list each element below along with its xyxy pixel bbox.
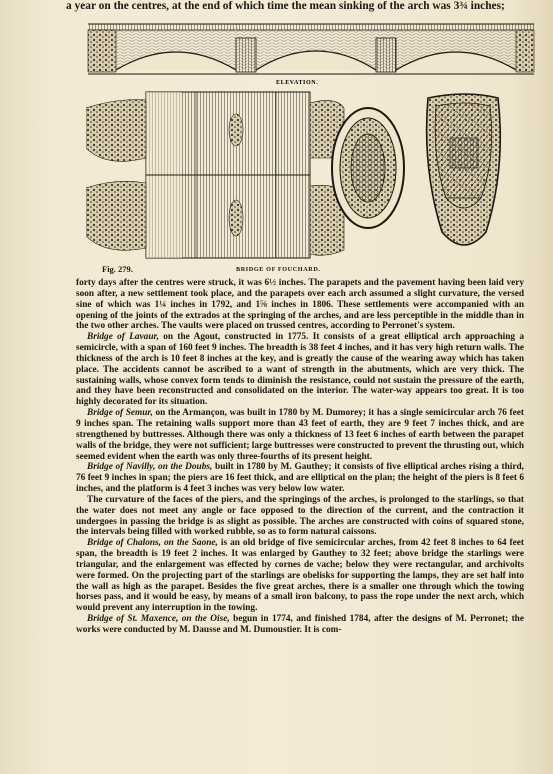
paragraph-1-text: forty days after the centres were struck, it was 6½ inches. The parapets and the pavement having been laid very soon after, a new settlement took place, and the parapets over each arch assumed a slight curvature, the versed sine of which was 1¼ inches in 1792, and 1⅝ inches in 1806. These settlements were accompanied with an opening of the joints of the extrados at the springing of the arches, and are less perceptible in the middle than in the two other arches. The vaults were placed on trussed centres, according to Perronet's system. (76, 278, 524, 332)
paragraph-7 (76, 614, 524, 636)
paragraph-3 (76, 408, 524, 462)
paragraph-1 (76, 278, 524, 332)
top-line: a year on the centres, at the end of which time the mean sinking of the arch was 3¾ inches; (66, 0, 505, 12)
plan-drawing (86, 92, 344, 258)
paragraph-3-text: on the Armançon, was built in 1780 by M. Dumorey; it has a single semicircular arch 76 feet 9 inches span. The retaining walls support more than 43 feet of earth, they are 9 feet 7 inches thick, and are strengthened by buttresses. Although there was only a thickness of 13 feet 6 inches of earth between the parapet walls of the bridge, they were not sufficient; large buttresses were constructed to prevent the thrusting out, which seemed evident when the earth was only three-fourths of its present height. (76, 408, 524, 462)
paragraph-4-text: built in 1780 by M. Gauthey; it consists of five elliptical arches rising a third, 76 feet 9 inches in span; the piers are 16 feet thick, and are elliptical on the plan; the height of the piers is 8 feet 6 inches, and the platform is 4 feet 3 inches was very below low water. (76, 462, 525, 495)
paragraph-6-text: is an old bridge of five semicircular arches, from 42 feet 8 inches to 64 feet span, the breadth is 19 feet 2 inches. It was enlarged by Gauthey to 32 feet; above bridge the starlings were triangular, and the enlargement was effected by cornes de vache; below they were rectangular, and archivolts were formed. On the projecting part of the starlings are obelisks for supporting the lamps, they are set half into the wall as high as the parapet. Besides the five great arches, there is a smaller one through which the towing horses pass, and it would be easy, by means of a small iron balcony, to pass the rope under the next arch, which would prevent any interruption in the towing. (76, 538, 524, 614)
pier-plan-drawing (427, 94, 501, 245)
paragraph-5 (76, 495, 524, 538)
figure-plate (86, 18, 546, 278)
paragraph-6 (76, 538, 524, 614)
paragraph-3-lead: Bridge of Semur, (87, 408, 153, 419)
paragraph-2-text: on the Agout, constructed in 1775. It consists of a great elliptical arch approaching a semicircle, with a span of 160 feet 9 inches. The breadth is 38 feet 4 inches, and it has very high return walls. The thickness of the arch is 10 feet 8 inches at the key, and is greatly the cause of the wearing away which has taken place. The accidents cannot be ascribed to a want of strength in the abutments, which are very thick. The sustaining walls, whose convex form tends to diminish the resistance, could not sustain the pressure of the earth, and they have been reconstructed and consolidated on the interior. The water-way appears too great. It is too highly decorated for its situation. (76, 332, 524, 408)
body-text (76, 278, 524, 636)
paragraph-4 (76, 462, 524, 495)
paragraph-4-lead: Bridge of Navilly, on the Doubs, (87, 462, 213, 473)
paragraph-2 (76, 332, 524, 408)
elevation-label: ELEVATION. (276, 80, 319, 86)
paragraph-7-text: begun in 1774, and finished 1784, after the designs of M. Perronet; the works were conducted by M. Dausse and M. Dumoustier. It is com- (76, 614, 524, 635)
paragraph-2-lead: Bridge of Lavaur, (87, 332, 159, 343)
paragraph-6-lead: Bridge of Chalons, on the Saone, (87, 538, 218, 549)
paragraph-5-text: The curvature of the faces of the piers, and the springings of the arches, is prolonged to the starlings, so that the water does not meet any angle or face opposed to the direction of the current, and the contraction it undergoes in passing the bridge is as slight as possible. The arches are constructed with coins of squared stone, the intervals being filled with worked rubble, so as to form natural caissons. (76, 494, 524, 538)
elevation-drawing (88, 24, 534, 74)
figure-title: BRIDGE OF FOUCHARD. (236, 266, 321, 273)
paragraph-7-lead: Bridge of St. Maxence, on the Oise, (87, 614, 230, 625)
figure-number: Fig. 279. (102, 264, 133, 274)
pier-section-drawing (332, 108, 404, 228)
